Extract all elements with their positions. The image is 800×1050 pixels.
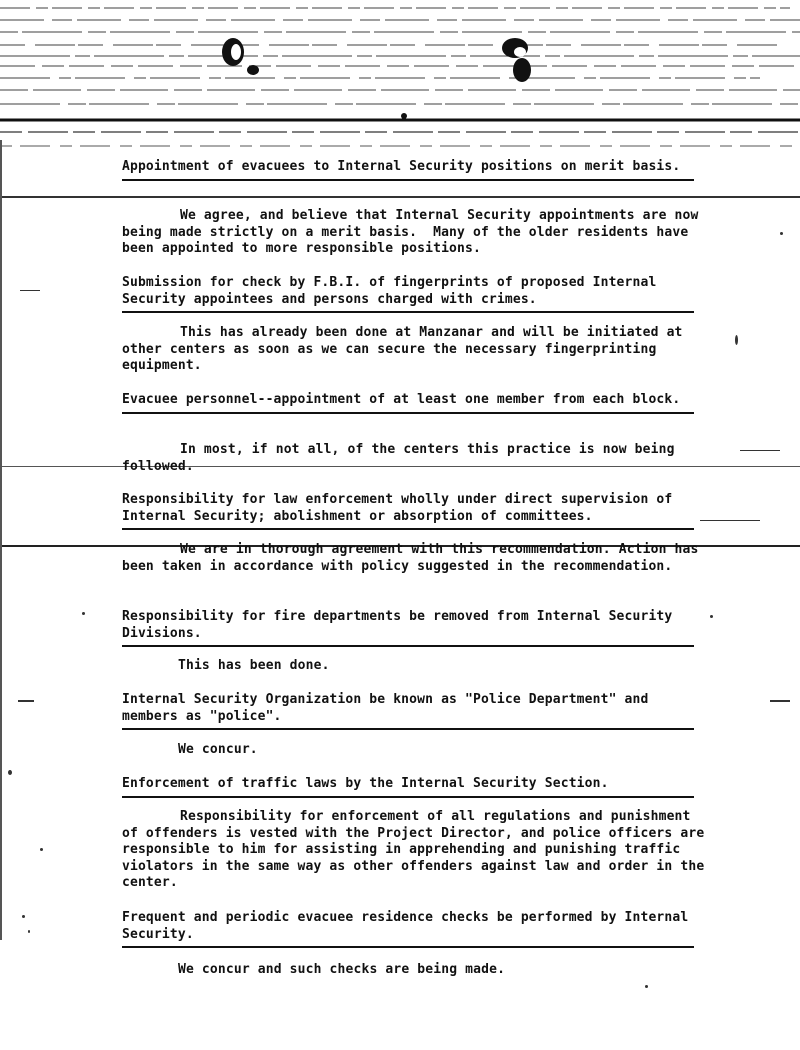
item-heading: Submission for check by F.B.I. of fingerprints of proposed Internal Security appointees and persons charged with crimes. bbox=[122, 275, 694, 313]
item-response: This has already been done at Manzanar and will be initiated at other centers as soon as we can secure the necessary fingerprinting equipment. bbox=[122, 325, 691, 374]
item-response: We concur and such checks are being made. bbox=[178, 962, 506, 977]
scan-speck bbox=[18, 700, 34, 702]
scan-speck bbox=[740, 450, 780, 451]
item-response: Responsibility for enforcement of all regulations and punishment of offenders is vested with the Project Director, and police officers are responsible to him for assisting in apprehending and punishing traffic violators in the same way as other offenders against law and order in the center. bbox=[122, 809, 713, 891]
scan-speck bbox=[22, 915, 25, 918]
scan-speck bbox=[710, 615, 713, 618]
scan-speck bbox=[780, 232, 783, 235]
scan-speck bbox=[645, 985, 648, 988]
item-response: We are in thorough agreement with this recommendation. Action has been taken in accordance with policy suggested in the recommendation. bbox=[122, 542, 707, 574]
item-response: We agree, and believe that Internal Security appointments are now being made strictly on a merit basis. Many of the older residents have been appointed to more responsible positions. bbox=[122, 208, 707, 257]
item-response: We concur. bbox=[178, 742, 258, 757]
scan-speck bbox=[40, 848, 43, 851]
scan-speck bbox=[700, 520, 760, 521]
scan-speck bbox=[770, 700, 790, 702]
item-heading: Evacuee personnel--appointment of at least one member from each block. bbox=[122, 392, 694, 414]
item-heading: Frequent and periodic evacuee residence checks be performed by Internal Security. bbox=[122, 910, 694, 948]
scan-speck bbox=[82, 612, 85, 615]
item-response: In most, if not all, of the centers this practice is now being followed. bbox=[122, 442, 683, 474]
scan-speck bbox=[8, 770, 12, 775]
item-heading: Enforcement of traffic laws by the Internal Security Section. bbox=[122, 776, 694, 798]
item-heading: Responsibility for law enforcement wholly under direct supervision of Internal Security; abolishment or absorption of committees. bbox=[122, 492, 694, 530]
scan-edge bbox=[0, 140, 2, 940]
scan-rule bbox=[0, 196, 800, 198]
item-heading: Appointment of evacuees to Internal Security positions on merit basis. bbox=[122, 159, 694, 181]
item-heading: Internal Security Organization be known as "Police Department" and members as "police". bbox=[122, 692, 694, 730]
item-heading: Responsibility for fire departments be removed from Internal Security Divisions. bbox=[122, 609, 694, 647]
item-response: This has been done. bbox=[178, 658, 330, 673]
scan-speck bbox=[28, 930, 30, 933]
scan-speck bbox=[20, 290, 40, 291]
scan-speck bbox=[735, 335, 738, 345]
